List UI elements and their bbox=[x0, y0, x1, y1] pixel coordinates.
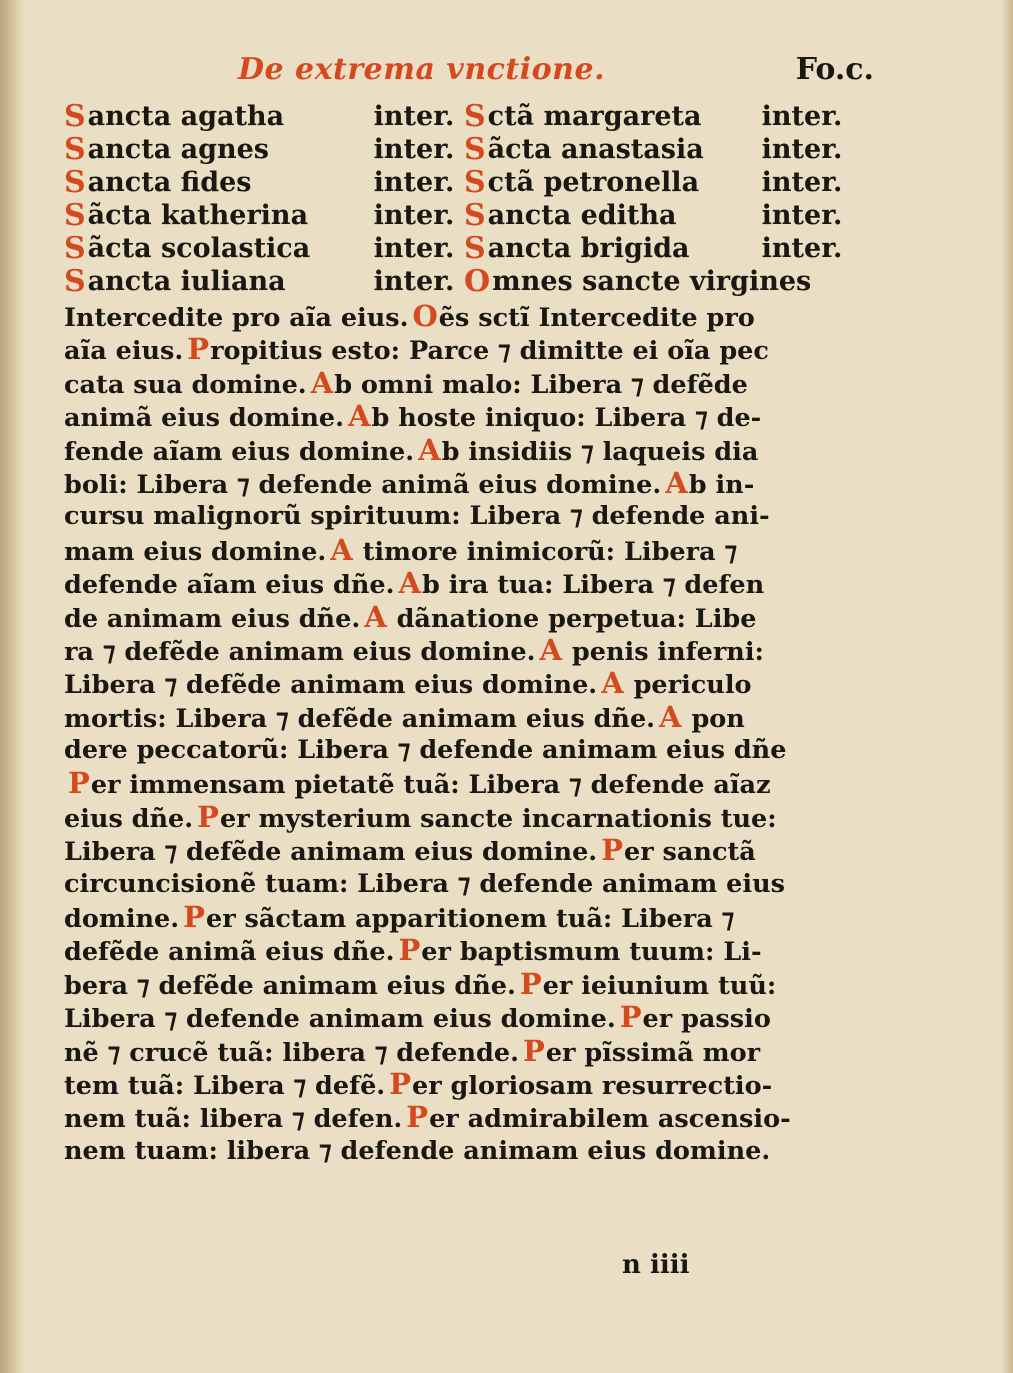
rubricated-initial: S bbox=[64, 231, 86, 266]
text-line bbox=[64, 868, 864, 901]
text-segment: b omni malo: Libera ⁊ defẽde bbox=[334, 369, 748, 400]
text-segment: er baptismum tuum: Li- bbox=[421, 937, 762, 968]
rubricated-initial: S bbox=[464, 231, 486, 266]
text-line bbox=[64, 701, 864, 734]
rubricated-initial: O bbox=[464, 264, 491, 299]
page-edge bbox=[1001, 0, 1013, 1373]
rubricated-initial: A bbox=[364, 600, 387, 634]
text-segment: nẽ ⁊ crucẽ tuã: libera ⁊ defende. bbox=[64, 1037, 519, 1068]
text-segment: periculo bbox=[624, 670, 752, 701]
text-line bbox=[64, 901, 864, 934]
response-inter: inter. bbox=[373, 134, 455, 165]
text-segment: tem tuã: Libera ⁊ defẽ. bbox=[64, 1070, 386, 1101]
invocation-left bbox=[64, 231, 464, 266]
response-inter: inter. bbox=[373, 266, 455, 297]
rubricated-initial: S bbox=[464, 132, 486, 167]
saints-invocation-list bbox=[64, 100, 864, 298]
text-segment: penis inferni: bbox=[563, 636, 764, 667]
text-segment: b in- bbox=[688, 469, 755, 500]
rubricated-initial: S bbox=[64, 198, 86, 233]
binding-gutter bbox=[0, 0, 24, 1373]
text-segment: fende aĩam eius domine. bbox=[64, 436, 415, 467]
invocation-right bbox=[464, 231, 864, 266]
rubricated-initial: A bbox=[539, 633, 563, 667]
text-line bbox=[64, 534, 864, 567]
text-segment: er ieiunium tuũ: bbox=[542, 970, 777, 1001]
text-line bbox=[64, 801, 864, 834]
text-segment: dãnatione perpetua: Libe bbox=[387, 603, 757, 634]
text-line bbox=[64, 1035, 864, 1068]
text-segment: nem tuã: libera ⁊ defen. bbox=[64, 1104, 403, 1135]
text-segment: Libera ⁊ defende animam eius domine. bbox=[64, 1004, 616, 1035]
text-segment: domine. bbox=[64, 904, 180, 935]
text-line bbox=[64, 500, 864, 533]
saint-name: ancta editha bbox=[487, 200, 677, 231]
text-segment: ra ⁊ defẽde animam eius domine. bbox=[64, 636, 536, 667]
text-segment: dere peccatorũ: Libera ⁊ defende animam eius dñe bbox=[64, 735, 787, 766]
text-segment: circuncisionẽ tuam: Libera ⁊ defende animam eius bbox=[64, 868, 785, 899]
text-line bbox=[64, 968, 864, 1001]
rubricated-initial: P bbox=[68, 767, 90, 801]
rubricated-initial: P bbox=[406, 1101, 429, 1135]
text-segment: mam eius domine. bbox=[64, 536, 327, 567]
rubricated-initial: S bbox=[64, 99, 86, 134]
rubricated-initial: S bbox=[64, 264, 86, 299]
rubricated-initial: P bbox=[389, 1067, 411, 1101]
text-line bbox=[64, 300, 864, 333]
prose-block bbox=[64, 300, 864, 1168]
text-segment: Libera ⁊ defẽde animam eius domine. bbox=[64, 670, 598, 701]
saint-name: ancta agatha bbox=[87, 101, 285, 132]
litany-row bbox=[64, 232, 864, 265]
text-line bbox=[64, 767, 864, 800]
rubricated-initial: P bbox=[619, 1001, 642, 1035]
text-segment: timore inimicorũ: Libera ⁊ bbox=[353, 536, 738, 567]
page-header bbox=[60, 52, 874, 92]
text-line bbox=[64, 434, 864, 467]
rubricated-initial: S bbox=[464, 198, 486, 233]
text-segment: er sanctã bbox=[624, 837, 756, 868]
invocation-right bbox=[464, 165, 864, 200]
invocation-right bbox=[464, 198, 864, 233]
text-line bbox=[64, 367, 864, 400]
litany-row bbox=[64, 100, 864, 133]
text-segment: aĩa eius. bbox=[64, 336, 184, 367]
rubricated-initial: S bbox=[464, 99, 486, 134]
saint-name: ancta iuliana bbox=[87, 266, 286, 297]
text-segment: mortis: Libera ⁊ defẽde animam eius dñe. bbox=[64, 703, 656, 734]
text-segment: Libera ⁊ defẽde animam eius domine. bbox=[64, 837, 598, 868]
saint-name: ctã margareta bbox=[487, 101, 702, 132]
text-segment: Intercedite pro aĩa eius. bbox=[64, 303, 409, 333]
saint-name: ancta brigida bbox=[487, 233, 690, 264]
text-line bbox=[64, 333, 864, 366]
rubricated-initial: O bbox=[412, 300, 438, 333]
response-inter: inter. bbox=[373, 167, 455, 198]
response-inter: inter. bbox=[373, 101, 455, 132]
rubricated-initial: A bbox=[665, 466, 688, 500]
text-segment: bera ⁊ defẽde animam eius dñe. bbox=[64, 970, 516, 1001]
text-segment: defende aĩam eius dñe. bbox=[64, 570, 395, 601]
text-segment: de animam eius dñe. bbox=[64, 603, 361, 634]
text-line bbox=[64, 734, 864, 767]
rubricated-initial: P bbox=[187, 333, 210, 367]
litany-text bbox=[64, 100, 864, 1168]
text-line bbox=[64, 400, 864, 433]
saint-name: ãcta scolastica bbox=[87, 233, 311, 264]
text-line bbox=[64, 634, 864, 667]
text-line bbox=[64, 1001, 864, 1034]
running-title: De extrema vnctione. bbox=[238, 52, 606, 87]
saint-name: ancta agnes bbox=[87, 134, 269, 165]
response-inter: inter. bbox=[761, 134, 843, 165]
invocation-left bbox=[64, 264, 464, 299]
rubricated-initial: A bbox=[347, 400, 371, 434]
text-line bbox=[64, 834, 864, 867]
rubricated-initial: A bbox=[601, 667, 624, 701]
text-segment: defẽde animã eius dñe. bbox=[64, 937, 395, 968]
rubricated-initial: P bbox=[519, 967, 542, 1001]
text-segment: er admirabilem ascensio- bbox=[429, 1104, 791, 1135]
signature-mark: n iiii bbox=[622, 1250, 690, 1280]
text-segment: ẽs sctĩ Intercedite pro bbox=[438, 303, 755, 333]
invocation-right bbox=[464, 264, 864, 299]
saint-name: ãcta anastasia bbox=[487, 134, 704, 165]
text-line bbox=[64, 1135, 864, 1168]
rubricated-initial: S bbox=[64, 165, 86, 200]
invocation-left bbox=[64, 132, 464, 167]
saint-name: ctã petronella bbox=[487, 167, 700, 198]
litany-row bbox=[64, 166, 864, 199]
saint-name: ancta fides bbox=[87, 167, 252, 198]
text-segment: pon bbox=[682, 703, 745, 734]
litany-row bbox=[64, 133, 864, 166]
text-segment: boli: Libera ⁊ defende animã eius domine. bbox=[64, 469, 662, 500]
rubricated-initial: P bbox=[601, 834, 623, 868]
invocation-left bbox=[64, 165, 464, 200]
text-line bbox=[64, 934, 864, 967]
rubricated-initial: P bbox=[197, 800, 219, 834]
rubricated-initial: S bbox=[464, 165, 486, 200]
rubricated-initial: A bbox=[310, 366, 334, 400]
text-segment: ropitius esto: Parce ⁊ dimitte ei oĩa pec bbox=[210, 336, 769, 367]
text-segment: er immensam pietatẽ tuã: Libera ⁊ defende aĩaz bbox=[90, 770, 771, 801]
response-inter: inter. bbox=[761, 233, 843, 264]
rubricated-initial: A bbox=[330, 533, 353, 567]
response-inter: inter. bbox=[373, 233, 455, 264]
text-line bbox=[64, 467, 864, 500]
text-segment: b hoste iniquo: Libera ⁊ de- bbox=[371, 403, 762, 434]
text-line bbox=[64, 567, 864, 600]
rubricated-initial: P bbox=[183, 901, 205, 935]
invocation-left bbox=[64, 198, 464, 233]
invocation-right bbox=[464, 99, 864, 134]
text-segment: er mysterium sancte incarnationis tue: bbox=[219, 803, 777, 834]
response-inter: inter. bbox=[373, 200, 455, 231]
rubricated-initial: P bbox=[398, 934, 421, 968]
litany-row bbox=[64, 265, 864, 298]
text-segment: er sãctam apparitionem tuã: Libera ⁊ bbox=[205, 904, 735, 935]
text-segment: er passio bbox=[642, 1004, 771, 1035]
text-segment: b insidiis ⁊ laqueis dia bbox=[441, 436, 759, 467]
text-line bbox=[64, 1068, 864, 1101]
rubricated-initial: A bbox=[659, 700, 682, 734]
response-inter: inter. bbox=[761, 167, 843, 198]
text-segment: nem tuam: libera ⁊ defende animam eius domine. bbox=[64, 1135, 771, 1166]
saint-name: ãcta katherina bbox=[87, 200, 309, 231]
text-segment: cata sua domine. bbox=[64, 369, 307, 400]
text-segment: er pĩssimã mor bbox=[545, 1037, 761, 1068]
text-line bbox=[64, 667, 864, 700]
text-segment: animã eius domine. bbox=[64, 403, 344, 434]
rubricated-initial: P bbox=[523, 1034, 545, 1068]
invocation-right bbox=[464, 132, 864, 167]
text-line bbox=[64, 601, 864, 634]
invocation-left bbox=[64, 99, 464, 134]
response-inter: inter. bbox=[761, 101, 843, 132]
text-segment: eius dñe. bbox=[64, 803, 194, 834]
saint-name: mnes sancte virgines bbox=[492, 266, 812, 297]
response-inter: inter. bbox=[761, 200, 843, 231]
text-segment: er gloriosam resurrectio- bbox=[412, 1070, 773, 1101]
litany-row bbox=[64, 199, 864, 232]
text-segment: b ira tua: Libera ⁊ defen bbox=[421, 570, 765, 601]
rubricated-initial: A bbox=[398, 567, 421, 601]
rubricated-initial: A bbox=[418, 433, 441, 467]
rubricated-initial: S bbox=[64, 132, 86, 167]
text-segment: cursu malignorũ spirituum: Libera ⁊ defende ani- bbox=[64, 501, 770, 532]
folio-number: Fo.c. bbox=[795, 52, 874, 87]
text-line bbox=[64, 1101, 864, 1134]
